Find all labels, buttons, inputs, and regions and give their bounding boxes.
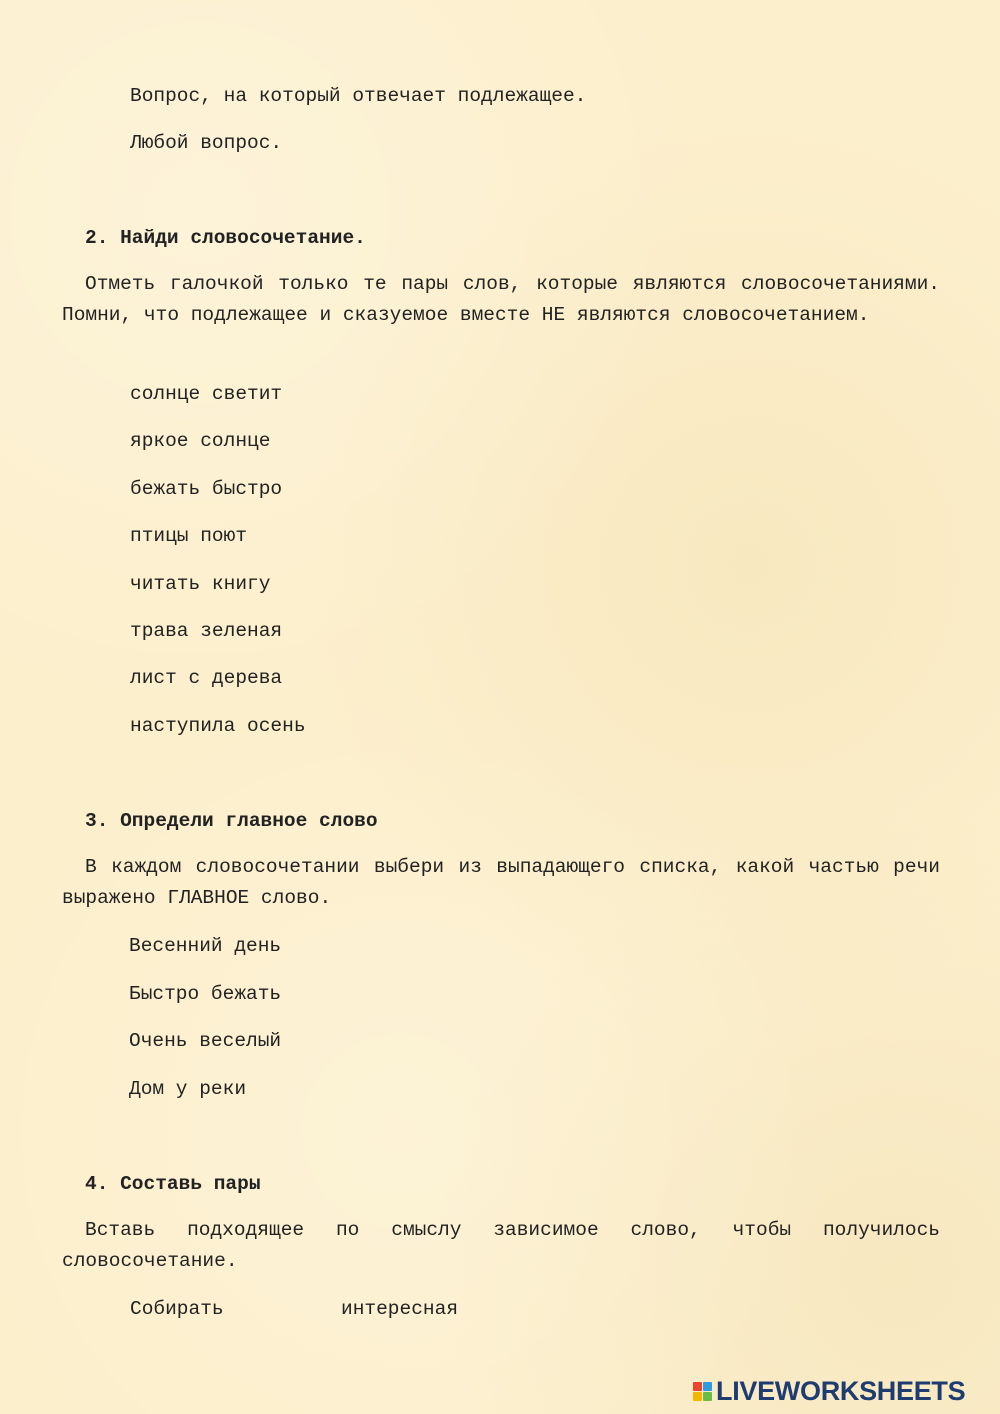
- option-any-question[interactable]: Любой вопрос.: [130, 132, 283, 154]
- option-bezhat-bystro[interactable]: бежать быстро: [130, 478, 283, 500]
- logo-text: LIVEWORKSHEETS: [716, 1375, 966, 1406]
- option-list-s-dereva[interactable]: лист с дерева: [130, 667, 283, 689]
- item-ochen-veselyy: Очень веселый: [129, 1030, 282, 1052]
- logo-mark-icon: [693, 1382, 712, 1401]
- option-nastupila-osen[interactable]: наступила осень: [130, 715, 306, 737]
- option-subject-question[interactable]: Вопрос, на который отвечает подлежащее.: [130, 85, 587, 107]
- section-4-instructions: Вставь подходящее по смыслу зависимое слово, чтобы получилось словосочетание.: [62, 1219, 940, 1272]
- pair-right-word: интересная: [341, 1298, 459, 1320]
- section-3-instructions: В каждом словосочетании выбери из выпадающего списка, какой частью речи выражено ГЛАВНОЕ слово.: [62, 856, 940, 909]
- option-trava-zelenaya[interactable]: трава зеленая: [130, 620, 283, 642]
- option-ptitsy-poyut[interactable]: птицы поют: [130, 525, 248, 547]
- pair-left-word: Собирать: [130, 1298, 224, 1320]
- liveworksheets-logo: [693, 1376, 965, 1406]
- section-2-instructions: Отметь галочкой только те пары слов, которые являются словосочетаниями. Помни, что подлежащее и сказуемое вместе НЕ являются словосочетанием.: [62, 273, 940, 326]
- option-chitat-knigu[interactable]: читать книгу: [130, 573, 271, 595]
- section-4-heading: 4. Составь пары: [85, 1173, 261, 1195]
- logo-square-green: [703, 1392, 712, 1401]
- item-dom-u-reki: Дом у реки: [129, 1078, 247, 1100]
- item-vesenniy-den: Весенний день: [129, 935, 282, 957]
- section-3-heading: 3. Определи главное слово: [85, 810, 378, 832]
- logo-square-red: [693, 1382, 702, 1391]
- option-yarkoe-solntse[interactable]: яркое солнце: [130, 430, 271, 452]
- option-solntse-svetit[interactable]: солнце светит: [130, 383, 283, 405]
- logo-square-blue: [703, 1382, 712, 1391]
- section-2-heading: 2. Найди словосочетание.: [85, 227, 366, 249]
- item-bystro-bezhat: Быстро бежать: [129, 983, 282, 1005]
- logo-square-yellow: [693, 1392, 702, 1401]
